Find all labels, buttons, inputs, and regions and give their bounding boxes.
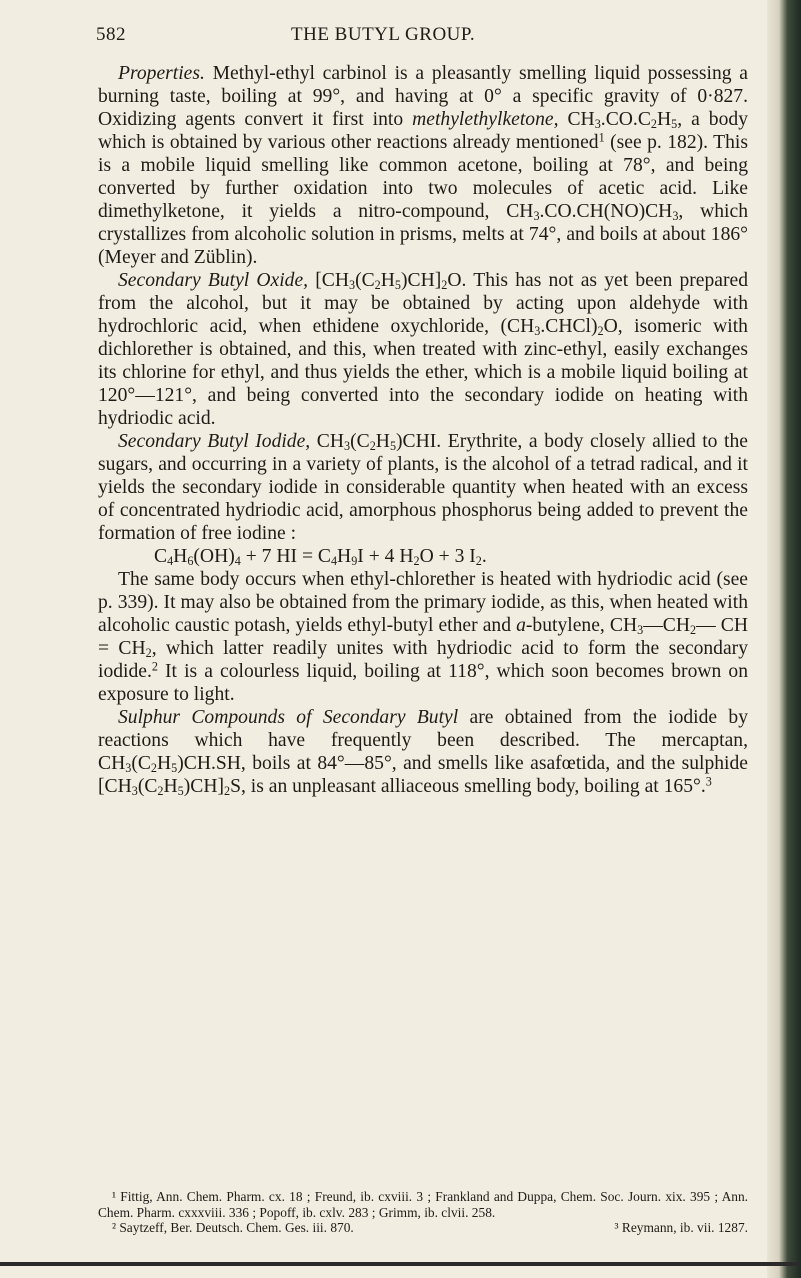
chemical-equation: $C_4H_6(OH)_4 + 7$ HI = $C_4H_9I + 4$ $H_2O + 3$ $I_2$.	[154, 546, 487, 569]
footnote-ref: 3	[705, 774, 712, 789]
bottom-edge-rule	[0, 1262, 801, 1266]
page-body	[98, 62, 748, 798]
footnote-3: ³ Reymann, ib. vii. 1287.	[614, 1220, 748, 1235]
page-number: 582	[96, 24, 126, 45]
footnote-1: ¹ Fittig, Ann. Chem. Pharm. cx. 18 ; Freund, ib. cxviii. 3 ; Frankland and Duppa, Chem. Soc. Journ. xix. 395 ; Ann. Chem. Pharm. cxxxviii. 336 ; Popoff, ib. cxlv. 283 ; Grimm, ib. clvii. 258.	[98, 1189, 748, 1220]
section-heading: Properties.	[118, 63, 205, 84]
section-heading: Secondary Butyl Oxide,	[118, 270, 309, 291]
paragraph-ethyl-chlorether: The same body occurs when ethyl-chlorether is heated with hydriodic acid (see p. 339). It may also be obtained from the primary iodide, as this, when heated with alcoholic caustic potash, yields ethyl-butyl ether and a-butylene, $CH_3—CH_2—$ CH = $CH_2$, which latter readily unites with hydriodic acid to form the secondary iodide.$^2$ It is a colourless liquid, boiling at 118°, which soon becomes brown on exposure to light.	[98, 569, 749, 705]
running-head	[96, 24, 746, 48]
footnote-2: ² Saytzeff, Ber. Deutsch. Chem. Ges. iii. 870.	[112, 1220, 354, 1235]
footnote-row	[98, 1220, 748, 1236]
page-edge-shadow	[767, 0, 801, 1278]
footnote-ref: 1	[598, 130, 605, 145]
paragraph-secondary-butyl-oxide: Secondary Butyl Oxide, $[CH_3(C_2H_5)CH]_2O$. This has not as yet been prepared from the alcohol, but it may be obtained by acting upon aldehyde with hydrochloric acid, when ethidene oxychloride, $(CH_3.CHCl)_2O$, isomeric with dichlorether is obtained, and this, when treated with zinc-ethyl, easily exchanges its chlorine for ethyl, and thus yields the ether, which is a mobile liquid boiling at 120°—121°, and being converted into the secondary iodide on heating with hydriodic acid.	[98, 270, 749, 429]
footnotes	[98, 1189, 748, 1236]
paragraph-properties: Properties. Methyl-ethyl carbinol is a pleasantly smelling liquid possessing a burning taste, boiling at 99°, and having at 0° a specific gravity of 0·827. Oxidizing agents convert it first into methylethylketone, $CH_3.CO.C_2H_5$, a body which is obtained by various other reactions already mentioned$^1$ (see p. 182). This is a mobile liquid smelling like common acetone, boiling at 78°, and being converted by further oxidation into two molecules of acetic acid. Like dimethylketone, it yields a nitro-compound, $CH_3.CO.CH(NO)CH_3$, which crystallizes from alcoholic solution in prisms, melts at 74°, and boils at about 186° (Meyer and Züblin).	[98, 63, 748, 268]
footnote-ref: 2	[151, 659, 158, 674]
section-heading: Sulphur Compounds of Secondary Butyl	[118, 707, 459, 728]
paragraph-sulphur-compounds: Sulphur Compounds of Secondary Butyl are obtained from the iodide by reactions which have frequently been described. The mercaptan, $CH_3(C_2H_5)CH.SH$, boils at 84°—85°, and smells like asafœtida, and the sulphide $[CH_3(C_2H_5)CH]_2S$, is an unpleasant alliaceous smelling body, boiling at 165°.$^3$	[98, 707, 748, 799]
paragraph-secondary-butyl-iodide: Secondary Butyl Iodide, $CH_3(C_2H_5)CHI$. Erythrite, a body closely allied to the sugars, and occurring in a variety of plants, is the alcohol of a tetrad radical, and it yields the secondary iodide in considerable quantity when heated with an excess of concentrated hydriodic acid, amorphous phosphorus being added to prevent the formation of free iodine :	[98, 431, 748, 544]
section-heading: Secondary Butyl Iodide,	[118, 431, 311, 452]
running-title: THE BUTYL GROUP.	[291, 24, 476, 45]
